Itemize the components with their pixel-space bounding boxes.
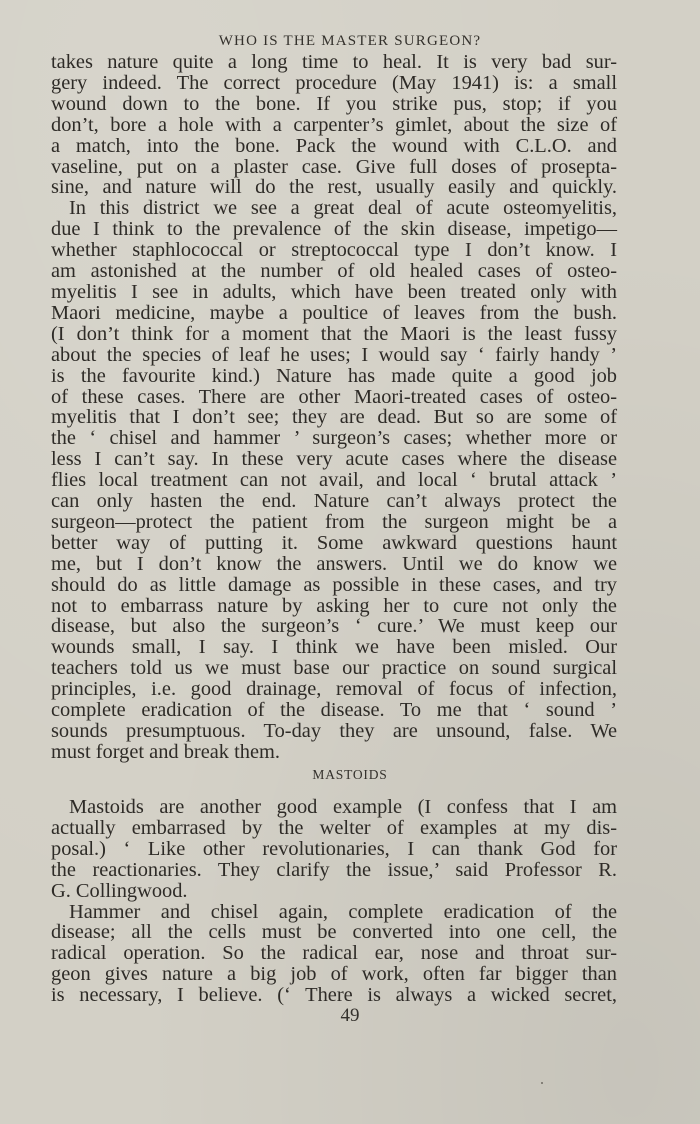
text-line: vaseline, put on a plaster case. Give full doses of prosepta-	[51, 155, 617, 178]
text-line: sounds presumptuous. To-day they are unsound, false. We	[51, 720, 617, 742]
paper-speck	[541, 1082, 543, 1084]
text-line: is necessary, I believe. (‘ There is always a wicked secret,	[51, 984, 617, 1007]
text-line: of these cases. There are other Maori-treated cases of osteo-	[51, 385, 617, 408]
text-line: Hammer and chisel again, complete eradication of the	[69, 900, 617, 923]
text-line: actually embarrased by the welter of examples at my dis-	[51, 816, 617, 839]
text-line: (I don’t think for a moment that the Maori is the least fussy	[51, 322, 617, 345]
text-line: the ‘ chisel and hammer ’ surgeon’s cases; whether more or	[51, 427, 617, 450]
text-line: a match, into the bone. Pack the wound with C.L.O. and	[51, 134, 617, 157]
text-line: posal.) ‘ Like other revolutionaries, I can thank God for	[51, 837, 617, 860]
text-line: Mastoids are another good example (I confess that I am	[69, 796, 617, 818]
text-line: due I think to the prevalence of the skin disease, impetigo—	[51, 218, 617, 241]
text-line: about the species of leaf he uses; I would say ‘ fairly handy ’	[51, 343, 617, 366]
text-line: Maori medicine, maybe a poultice of leaves from the bush.	[51, 301, 617, 324]
text-line: wounds small, I say. I think we have been misled. Our	[51, 636, 617, 659]
text-line: should do as little damage as possible in these cases, and try	[51, 573, 617, 596]
text-line: me, but I don’t know the answers. Until we do know we	[51, 552, 617, 575]
text-line: not to embarrass nature by asking her to cure not only the	[51, 594, 617, 617]
text-line: principles, i.e. good drainage, removal of focus of infection,	[51, 678, 617, 701]
text-line: is the favourite kind.) Nature has made quite a good job	[51, 364, 617, 387]
text-line: G. Collingwood.	[51, 879, 188, 902]
text-line: myelitis I see in adults, which have been treated only with	[51, 280, 617, 303]
text-line: teachers told us we must base our practice on sound surgical	[51, 657, 617, 680]
text-line: disease; all the cells must be converted into one cell, the	[51, 921, 617, 944]
text-line: disease, but also the surgeon’s ‘ cure.’ We must keep our	[51, 615, 617, 638]
text-line: don’t, bore a hole with a carpenter’s gimlet, about the size of	[51, 113, 617, 136]
text-line: am astonished at the number of old healed cases of osteo-	[51, 260, 617, 283]
text-line: must forget and break them.	[51, 740, 280, 763]
text-line: less I can’t say. In these very acute cases where the disease	[51, 448, 617, 471]
text-line: the reactionaries. They clarify the issue,’ said Professor R.	[51, 858, 617, 881]
body-text-osteomyelitis	[51, 52, 617, 763]
page-number: 49	[340, 1005, 360, 1026]
text-line: myelitis that I don’t see; they are dead. But so are some of	[51, 406, 617, 429]
text-line: sine, and nature will do the rest, usually easily and quickly.	[51, 176, 617, 199]
text-line: complete eradication of the disease. To me that ‘ sound ’	[51, 699, 617, 722]
text-line: geon gives nature a big job of work, often far bigger than	[51, 963, 617, 986]
text-line: better way of putting it. Some awkward questions haunt	[51, 531, 617, 554]
text-line: can only hasten the end. Nature can’t always protect the	[51, 490, 617, 513]
text-line: flies local treatment can not avail, and local ‘ brutal attack ’	[51, 469, 617, 492]
section-heading: MASTOIDS	[312, 767, 388, 782]
text-line: whether staphlococcal or streptococcal type I don’t know. I	[51, 239, 617, 262]
text-line: In this district we see a great deal of acute osteomyelitis,	[69, 197, 617, 220]
text-line: gery indeed. The correct procedure (May 1941) is: a small	[51, 71, 617, 94]
text-line: takes nature quite a long time to heal. It is very bad sur-	[51, 51, 617, 73]
text-line: surgeon—protect the patient from the surgeon might be a	[51, 510, 617, 533]
text-line: radical operation. So the radical ear, nose and throat sur-	[51, 942, 617, 965]
body-text-mastoids	[51, 797, 617, 1006]
running-head: WHO IS THE MASTER SURGEON?	[218, 33, 482, 49]
text-line: wound down to the bone. If you strike pus, stop; if you	[51, 92, 617, 115]
